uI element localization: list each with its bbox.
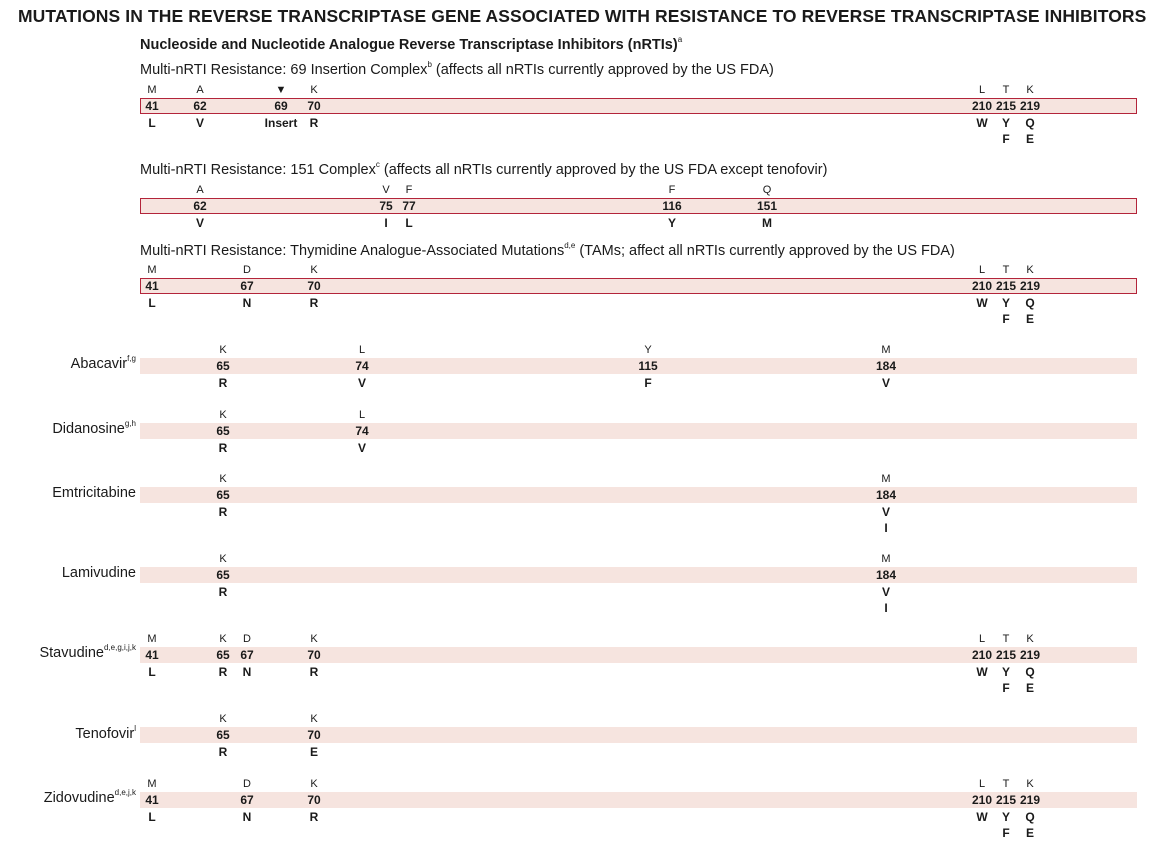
mutant-residue: Y xyxy=(1001,296,1010,310)
mutant-residue: R xyxy=(218,441,228,455)
mutant-residue: W xyxy=(976,296,988,310)
drug-label-stavudine xyxy=(39,645,136,661)
wild-type-residue: V xyxy=(382,184,390,196)
mutant-residue: V xyxy=(881,376,890,390)
mutant-residue: L xyxy=(148,810,156,824)
codon-position: 67 xyxy=(240,793,254,807)
mutant-residue: F xyxy=(1002,681,1010,695)
mutant-residue: N xyxy=(242,665,252,679)
drug-name: Emtricitabine xyxy=(52,485,136,501)
drug-label-abacavir xyxy=(71,356,136,372)
mutant-residue: V xyxy=(881,585,890,599)
codon-position: 62 xyxy=(193,199,207,213)
mutant-residue: Insert xyxy=(264,116,298,130)
wild-type-residue: K xyxy=(219,713,227,725)
mutant-residue: Y xyxy=(667,216,676,230)
wild-type-residue: K xyxy=(1026,778,1034,790)
codon-position: 67 xyxy=(240,279,254,293)
wild-type-residue: K xyxy=(310,84,318,96)
wild-type-residue: K xyxy=(219,553,227,565)
complex-label-tams xyxy=(140,243,955,259)
wild-type-residue: K xyxy=(219,473,227,485)
wild-type-residue: K xyxy=(219,344,227,356)
wild-type-residue: M xyxy=(147,633,157,645)
wild-type-residue: K xyxy=(310,713,318,725)
drug-tenofovir-bar xyxy=(140,727,1137,743)
wild-type-residue: M xyxy=(147,778,157,790)
wild-type-residue: L xyxy=(978,264,986,276)
codon-position: 215 xyxy=(995,648,1017,662)
drug-footnote: f,g xyxy=(127,354,136,363)
complex-label-footnote: b xyxy=(427,60,432,69)
codon-position: 41 xyxy=(145,793,159,807)
wild-type-residue: Y xyxy=(644,344,652,356)
mutant-residue: E xyxy=(1025,312,1034,326)
wild-type-residue: A xyxy=(196,184,204,196)
drug-lamivudine-bar xyxy=(140,567,1137,583)
codon-position: 215 xyxy=(995,99,1017,113)
complex-label-text: Multi-nRTI Resistance: Thymidine Analogue-Associated Mutations xyxy=(140,243,565,259)
mutant-residue: R xyxy=(309,116,319,130)
wild-type-residue: Q xyxy=(762,184,772,196)
codon-position: 116 xyxy=(662,199,682,213)
codon-position: 65 xyxy=(216,728,230,742)
wild-type-residue: K xyxy=(1026,264,1034,276)
codon-position: 77 xyxy=(402,199,416,213)
mutant-residue: N xyxy=(242,296,252,310)
codon-position: 41 xyxy=(145,99,159,113)
mutant-residue: Y xyxy=(1001,116,1010,130)
drug-name: Lamivudine xyxy=(61,565,136,581)
mutant-residue: R xyxy=(218,745,228,759)
wild-type-residue: D xyxy=(243,778,251,790)
wild-type-residue: L xyxy=(978,84,986,96)
codon-position: 184 xyxy=(875,359,897,373)
mutant-residue: Q xyxy=(1025,665,1035,679)
complex-label-note: (affects all nRTIs currently approved by the US FDA) xyxy=(431,62,774,78)
drug-footnote: d,e,g,i,j,k xyxy=(103,643,136,652)
drug-label-zidovudine xyxy=(44,790,136,806)
mutant-residue: R xyxy=(218,376,228,390)
mutant-residue: W xyxy=(976,810,988,824)
codon-position: 219 xyxy=(1019,99,1041,113)
mutant-residue: R xyxy=(218,585,228,599)
subtitle-footnote: a xyxy=(677,35,683,44)
wild-type-residue: D xyxy=(243,633,251,645)
wild-type-residue: F xyxy=(668,184,676,196)
wild-type-residue: K xyxy=(219,409,227,421)
mutant-residue: I xyxy=(884,601,888,615)
mutant-residue: W xyxy=(976,665,988,679)
mutant-residue: F xyxy=(1002,826,1010,840)
mutant-residue: F xyxy=(1002,132,1010,146)
drug-name: Tenofovir xyxy=(75,726,135,742)
wild-type-residue: ▼ xyxy=(275,84,287,96)
mutant-residue: V xyxy=(357,376,366,390)
wild-type-residue: K xyxy=(1026,84,1034,96)
codon-position: 184 xyxy=(875,568,897,582)
wild-type-residue: A xyxy=(196,84,204,96)
mutant-residue: R xyxy=(309,810,319,824)
wild-type-residue: M xyxy=(881,344,891,356)
mutant-residue: L xyxy=(148,296,156,310)
section-subtitle xyxy=(140,37,682,53)
codon-position: 65 xyxy=(216,488,230,502)
wild-type-residue: M xyxy=(881,473,891,485)
codon-position: 210 xyxy=(971,99,993,113)
codon-position: 215 xyxy=(995,279,1017,293)
mutant-residue: Y xyxy=(1001,665,1010,679)
wild-type-residue: T xyxy=(1002,778,1010,790)
drug-name: Abacavir xyxy=(70,356,128,372)
mutant-residue: Y xyxy=(1001,810,1010,824)
mutant-residue: L xyxy=(148,665,156,679)
drug-name: Stavudine xyxy=(39,645,104,661)
codon-position: 70 xyxy=(307,728,321,742)
mutant-residue: E xyxy=(1025,826,1034,840)
complex-label-text: Multi-nRTI Resistance: 69 Insertion Complex xyxy=(140,62,428,78)
codon-position: 151 xyxy=(756,199,778,213)
mutant-residue: I xyxy=(884,521,888,535)
mutant-residue: F xyxy=(644,376,652,390)
mutant-residue: I xyxy=(384,216,388,230)
codon-position: 41 xyxy=(145,648,159,662)
mutant-residue: R xyxy=(309,665,319,679)
codon-position: 70 xyxy=(307,648,321,662)
codon-position: 74 xyxy=(355,359,369,373)
mutant-residue: M xyxy=(762,216,772,230)
wild-type-residue: K xyxy=(310,778,318,790)
codon-position: 74 xyxy=(355,424,369,438)
mutant-residue: V xyxy=(195,216,204,230)
mutant-residue: R xyxy=(218,665,228,679)
complex-label-footnote: c xyxy=(375,160,380,169)
complex-label-text: Multi-nRTI Resistance: 151 Complex xyxy=(140,162,376,178)
mutant-residue: L xyxy=(148,116,156,130)
complex-label-69-insertion xyxy=(140,62,774,78)
codon-position: 219 xyxy=(1019,648,1041,662)
complex-label-footnote: d,e xyxy=(564,241,576,250)
mutant-residue: Q xyxy=(1025,116,1035,130)
codon-position: 184 xyxy=(875,488,897,502)
drug-label-didanosine xyxy=(52,421,136,437)
wild-type-residue: M xyxy=(147,84,157,96)
wild-type-residue: K xyxy=(310,264,318,276)
mutant-residue: L xyxy=(405,216,413,230)
complex-label-151 xyxy=(140,162,827,178)
drug-name: Didanosine xyxy=(52,421,125,437)
wild-type-residue: F xyxy=(405,184,413,196)
codon-position: 219 xyxy=(1019,793,1041,807)
codon-position: 219 xyxy=(1019,279,1041,293)
wild-type-residue: M xyxy=(147,264,157,276)
wild-type-residue: K xyxy=(219,633,227,645)
page-title: MUTATIONS IN THE REVERSE TRANSCRIPTASE GENE ASSOCIATED WITH RESISTANCE TO REVERSE TRANSCRIPTASE INHIBITORS xyxy=(18,6,1147,26)
mutant-residue: Q xyxy=(1025,296,1035,310)
codon-position: 65 xyxy=(216,424,230,438)
mutant-residue: V xyxy=(195,116,204,130)
codon-position: 62 xyxy=(193,99,207,113)
codon-position: 75 xyxy=(379,199,393,213)
drug-emtricitabine-bar xyxy=(140,487,1137,503)
drug-name: Zidovudine xyxy=(43,790,115,806)
wild-type-residue: T xyxy=(1002,264,1010,276)
mutant-residue: V xyxy=(881,505,890,519)
codon-position: 70 xyxy=(307,279,321,293)
codon-position: 215 xyxy=(995,793,1017,807)
mutant-residue: N xyxy=(242,810,252,824)
complex-label-note: (TAMs; affect all nRTIs currently approved by the US FDA) xyxy=(575,243,955,259)
mutant-residue: E xyxy=(1025,681,1034,695)
drug-didanosine-bar xyxy=(140,423,1137,439)
mutant-residue: V xyxy=(357,441,366,455)
wild-type-residue: M xyxy=(881,553,891,565)
codon-position: 210 xyxy=(971,648,993,662)
mutant-residue: E xyxy=(1025,132,1034,146)
codon-position: 115 xyxy=(638,359,658,373)
codon-position: 65 xyxy=(216,568,230,582)
mutant-residue: R xyxy=(218,505,228,519)
drug-footnote: l xyxy=(134,724,136,733)
subtitle-text: Nucleoside and Nucleotide Analogue Reverse Transcriptase Inhibitors (nRTIs) xyxy=(140,37,678,53)
codon-position: 210 xyxy=(971,793,993,807)
wild-type-residue: L xyxy=(358,344,366,356)
mutant-residue: E xyxy=(309,745,318,759)
mutant-residue: F xyxy=(1002,312,1010,326)
codon-position: 65 xyxy=(216,648,230,662)
codon-position: 65 xyxy=(216,359,230,373)
codon-position: 70 xyxy=(307,793,321,807)
mutant-residue: W xyxy=(976,116,988,130)
complex-label-note: (affects all nRTIs currently approved by the US FDA except tenofovir) xyxy=(379,162,828,178)
mutant-residue: R xyxy=(309,296,319,310)
codon-position: 210 xyxy=(971,279,993,293)
codon-position: 41 xyxy=(145,279,159,293)
codon-position: 67 xyxy=(240,648,254,662)
wild-type-residue: L xyxy=(978,778,986,790)
mutant-residue: Q xyxy=(1025,810,1035,824)
codon-position: 69 xyxy=(274,99,288,113)
wild-type-residue: L xyxy=(358,409,366,421)
drug-label-lamivudine xyxy=(62,565,136,581)
drug-label-tenofovir xyxy=(75,726,136,742)
drug-footnote: d,e,j,k xyxy=(114,788,136,797)
drug-label-emtricitabine xyxy=(52,485,136,501)
wild-type-residue: K xyxy=(310,633,318,645)
wild-type-residue: K xyxy=(1026,633,1034,645)
drug-footnote: g,h xyxy=(124,419,136,428)
wild-type-residue: L xyxy=(978,633,986,645)
complex-151-bar xyxy=(140,198,1137,214)
wild-type-residue: D xyxy=(243,264,251,276)
wild-type-residue: T xyxy=(1002,84,1010,96)
codon-position: 70 xyxy=(307,99,321,113)
wild-type-residue: T xyxy=(1002,633,1010,645)
